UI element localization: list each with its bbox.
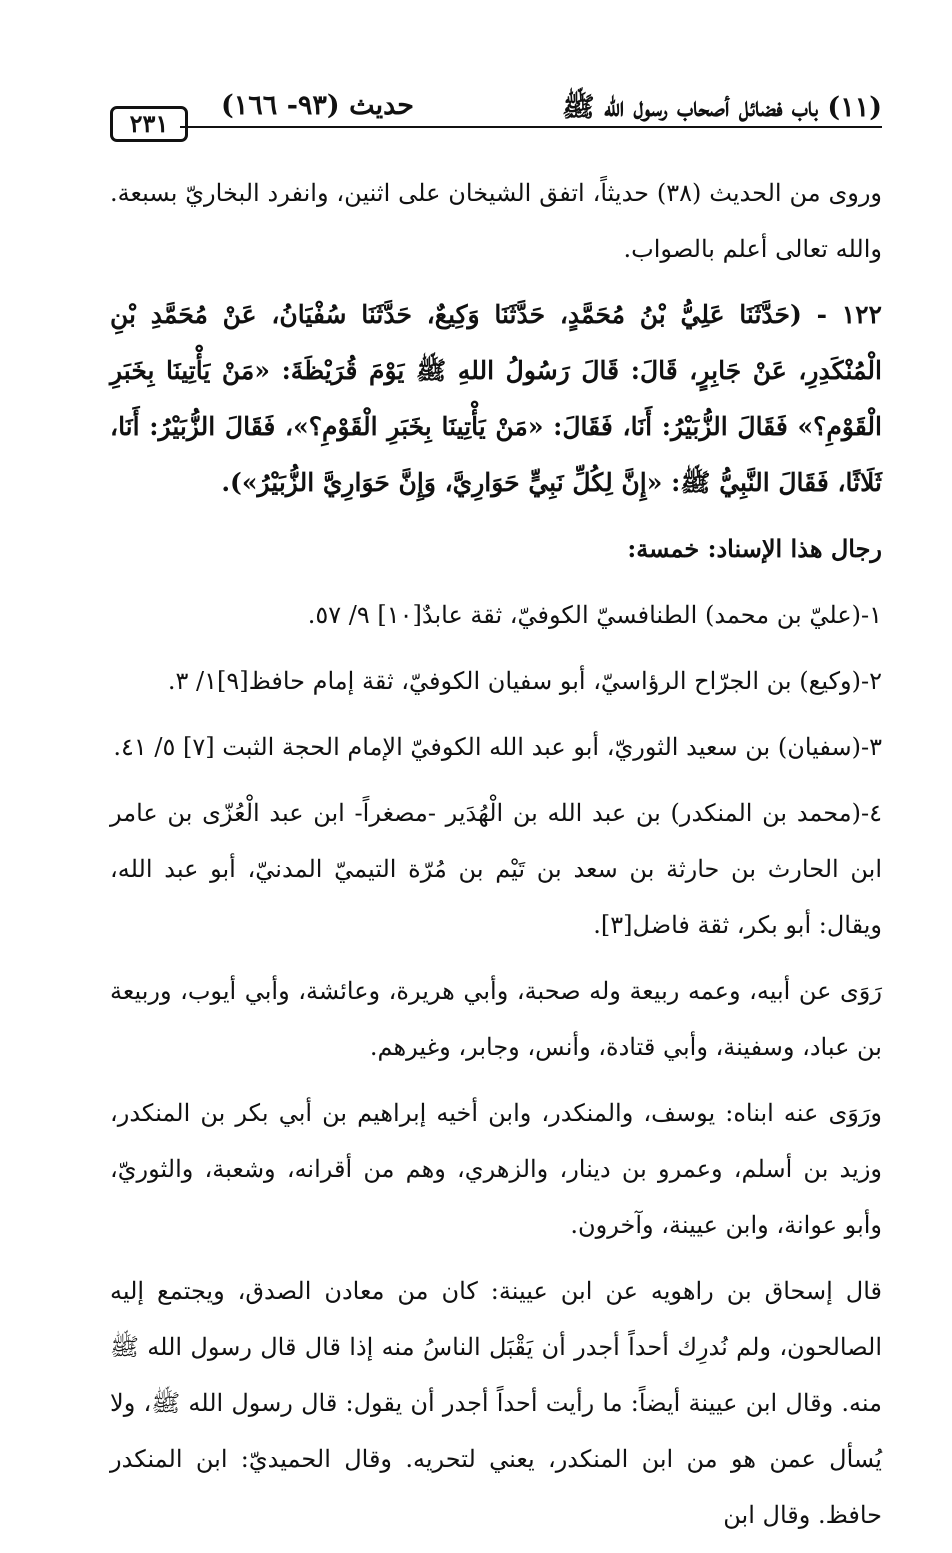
commentary-paragraph: قال إسحاق بن راهويه عن ابن عيينة: كان من معادن الصدق، ويجتمع إليه الصالحون، ولم نُدرِك أحداً أجدر أن يَقْبَل الناسُ منه إذا قال قال رسول الله ﷺ منه. وقال ابن عيينة أيضاً: ما رأيت أحداً أجدر أن يقول: قال رسول الله ﷺ، ولا يُسأل عمن هو من ابن المنكدر، يعني لتحريه. وقال الحميديّ: ابن المنكدر حافظ. وقال ابن [110, 1277, 882, 1529]
chapter-title: (١١) باب فضائل أصحاب رسول الله ﷺ [561, 92, 882, 123]
narrated-by-paragraph: ورَوَى عنه ابناه: يوسف، والمنكدر، وابن أخيه إبراهيم بن أبي بكر بن المنكدر، وزيد بن أسلم، وعمرو بن دينار، والزهري، وهم من أقرانه، وشعبة، والثوريّ، وأبو عوانة، وابن عيينة، وآخرون. [110, 1099, 882, 1239]
page-number-box [110, 106, 188, 142]
narrated-from-paragraph: رَوَى عن أبيه، وعمه ربيعة وله صحبة، وأبي هريرة، وعائشة، وأبي أيوب، وربيعة بن عباد، وسفينة، وأبي قتادة، وأنس، وجابر، وغيرهم. [110, 977, 882, 1061]
narrator-3: ٣-(سفيان) بن سعيد الثوريّ، أبو عبد الله الكوفيّ الإمام الحجة الثبت [٧] ٥/ ٤١. [113, 733, 882, 761]
narrators-heading: رجال هذا الإسناد: خمسة: [627, 534, 882, 563]
intro-paragraph: وروى من الحديث (٣٨) حديثاً، اتفق الشيخان على اثنين، وانفرد البخاريّ بسبعة. والله تعالى أعلم بالصواب. [110, 179, 883, 263]
hadith-text: ١٢٢ - (حَدَّثَنَا عَلِيُّ بْنُ مُحَمَّدٍ، حَدَّثَنَا وَكِيعٌ، حَدَّثَنَا سُفْيَانُ، عَنْ مُحَمَّدِ بْنِ الْمُنْكَدِرِ، عَنْ جَابِرٍ، قَالَ: قَالَ رَسُولُ اللهِ ﷺ يَوْمَ قُرَيْظَةَ: «مَنْ يَأْتِينَا بِخَبَرِ الْقَوْمِ؟» فَقَالَ الزُّبَيْرُ: أَنَا، فَقَالَ: «مَنْ يَأْتِينَا بِخَبَرِ الْقَوْمِ؟»، فَقَالَ الزُّبَيْرُ: أَنَا، ثَلَاثًا، فَقَالَ النَّبِيُّ ﷺ: «إِنَّ لِكُلِّ نَبِيٍّ حَوَارِيَّ، وَإِنَّ حَوَارِيَّ الزُّبَيْرُ»). [110, 300, 882, 497]
hadith-range: حديث (٩٣- ١٦٦) [221, 90, 414, 121]
narrator-4: ٤-(محمد بن المنكدر) بن عبد الله بن الْهُدَير -مصغراً- ابن عبد الْعُزّى بن عامر ابن الحارث بن حارثة بن سعد بن تَيْم بن مُرّة التيميّ المدنيّ، أبو عبد الله، ويقال: أبو بكر، ثقة فاضل[٣]. [110, 799, 882, 939]
header-rule [180, 126, 882, 128]
narrator-1: ١-(عليّ بن محمد) الطنافسيّ الكوفيّ، ثقة عابدٌ[١٠] ٩/ ٥٧. [307, 601, 882, 629]
narrator-2: ٢-(وكيع) بن الجرّاح الرؤاسيّ، أبو سفيان الكوفيّ، ثقة إمام حافظ[٩]١/ ٣. [167, 667, 882, 695]
page-number: ٢٣١ [129, 109, 169, 138]
running-header [110, 86, 882, 138]
page-body [110, 165, 882, 1553]
